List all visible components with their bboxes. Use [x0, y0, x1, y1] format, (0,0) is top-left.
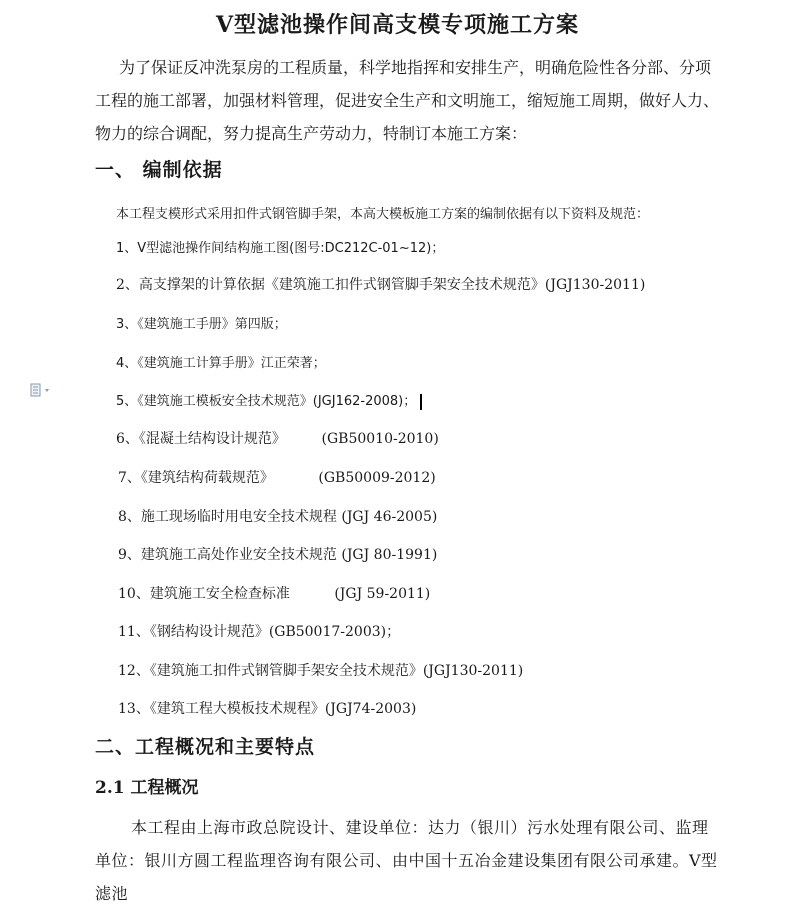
reference-item-9: 9、建筑施工高处作业安全技术规范 (JGJ 80-1991)	[118, 547, 438, 563]
reference-item-11: 11、《钢结构设计规范》(GB50017-2003)；	[118, 624, 401, 640]
reference-item-4: 4、《建筑施工计算手册》江正荣著；	[116, 356, 326, 371]
reference-item-3: 3、《建筑施工手册》第四版；	[116, 317, 287, 332]
reference-item-12: 12、《建筑施工扣件式钢管脚手架安全技术规范》(JGJ130-2011)	[118, 663, 524, 679]
intro-paragraph: 为了保证反冲洗泵房的工程质量，科学地指挥和安排生产，明确危险性各分部、分项工程的施工部署，加强材料管理，促进安全生产和文明施工，缩短施工周期，做好人力、物力的综合调配，努力提高生产劳动力，特制订本施工方案：	[95, 58, 720, 143]
text-cursor	[420, 394, 422, 410]
subsection-heading-overview: 2.1 工程概况	[95, 778, 199, 798]
reference-item-7: 7、《建筑结构荷载规范》 (GB50009-2012)	[118, 470, 436, 486]
reference-item-10: 10、建筑施工安全检查标准 (JGJ 59-2011)	[118, 586, 431, 602]
reference-item-2: 2、高支撑架的计算依据《建筑施工扣件式钢管脚手架安全技术规范》(JGJ130-2011)	[116, 277, 646, 293]
reference-item-1: 1、V型滤池操作间结构施工图(图号:DC212C-01~12)；	[116, 241, 445, 256]
section-heading-basis: 一、 编制依据	[95, 159, 223, 181]
basis-intro-text: 本工程支模形式采用扣件式钢管脚手架，本高大模板施工方案的编制依据有以下资料及规范：	[116, 207, 650, 222]
overview-paragraph: 本工程由上海市政总院设计、建设单位：达力（银川）污水处理有限公司、监理单位：银川方圆工程监理咨询有限公司、由中国十五冶金建设集团有限公司承建。V型滤池	[95, 818, 718, 903]
section-heading-overview: 二、工程概况和主要特点	[95, 736, 316, 758]
document-title: V型滤池操作间高支模专项施工方案	[215, 12, 580, 38]
reference-item-5-text: 5、《建筑施工模板安全技术规范》(JGJ162-2008)；	[116, 394, 417, 409]
reference-item-13: 13、《建筑工程大模板技术规程》(JGJ74-2003)	[118, 701, 417, 717]
reference-item-8: 8、施工现场临时用电安全技术规程 (JGJ 46-2005)	[118, 509, 438, 525]
reference-item-6: 6、《混凝土结构设计规范》 (GB50010-2010)	[116, 431, 439, 447]
reference-item-5	[116, 390, 422, 410]
document-options-icon[interactable]	[30, 383, 54, 397]
